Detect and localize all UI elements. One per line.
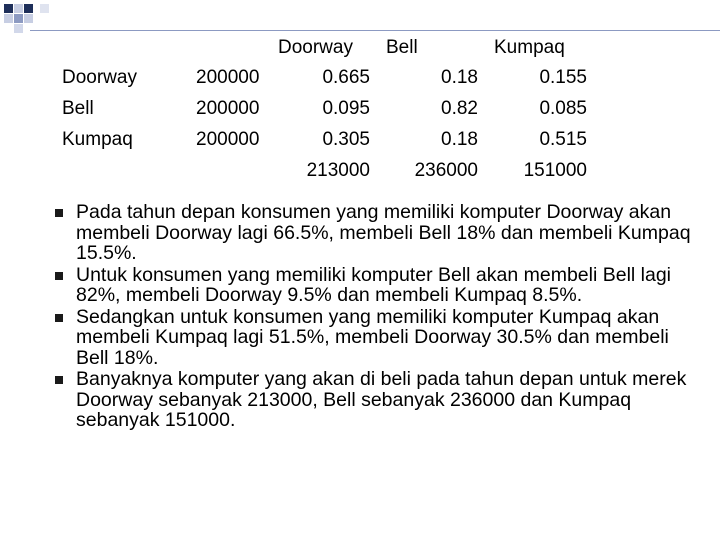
row-label-doorway: Doorway [62,67,137,88]
total-doorway: 213000 [306,160,370,181]
slide-decoration [0,0,720,40]
bullet-list [54,202,704,432]
list-item [54,202,704,264]
bullet-text: Sedangkan untuk konsumen yang memiliki komputer Kumpaq akan membeli Kumpaq lagi 51.5%, membeli Doorway 30.5% dan membeli Bell 18%. [76,305,669,369]
bullet-text: Untuk konsumen yang memiliki komputer Bell akan membeli Bell lagi 82%, membeli Doorway 9.5% dan membeli Kumpaq 8.5%. [76,263,672,306]
total-bell: 236000 [414,160,478,181]
bullet-square-icon [55,376,63,384]
cell-value: 0.095 [322,98,370,119]
list-item [54,265,704,306]
cell-value: 0.305 [322,129,370,150]
row-label-bell: Bell [62,98,94,119]
row-base: 200000 [196,67,260,88]
table-header-kumpaq: Kumpaq [494,37,565,58]
total-kumpaq: 151000 [523,160,587,181]
row-base: 200000 [196,98,260,119]
bullet-square-icon [55,314,63,322]
cell-value: 0.18 [441,129,478,150]
table-header-bell: Bell [386,37,418,58]
cell-value: 0.665 [322,67,370,88]
bullet-text: Pada tahun depan konsumen yang memiliki komputer Doorway akan membeli Doorway lagi 66.5%, membeli Bell 18% dan membeli Kumpaq 15.5%. [76,201,691,264]
row-base: 200000 [196,129,260,150]
cell-value: 0.18 [441,67,478,88]
list-item [54,307,704,369]
table-header-doorway: Doorway [278,37,353,58]
bullet-square-icon [55,272,63,280]
bullet-square-icon [55,209,63,217]
cell-value: 0.085 [539,98,587,119]
bullet-text: Banyaknya komputer yang akan di beli pada tahun depan untuk merek Doorway sebanyak 213000, Bell sebanyak 236000 dan Kumpaq sebanyak 151000. [76,368,687,431]
cell-value: 0.82 [441,98,478,119]
cell-value: 0.515 [539,129,587,150]
list-item [54,369,704,431]
cell-value: 0.155 [539,67,587,88]
row-label-kumpaq: Kumpaq [62,129,133,150]
